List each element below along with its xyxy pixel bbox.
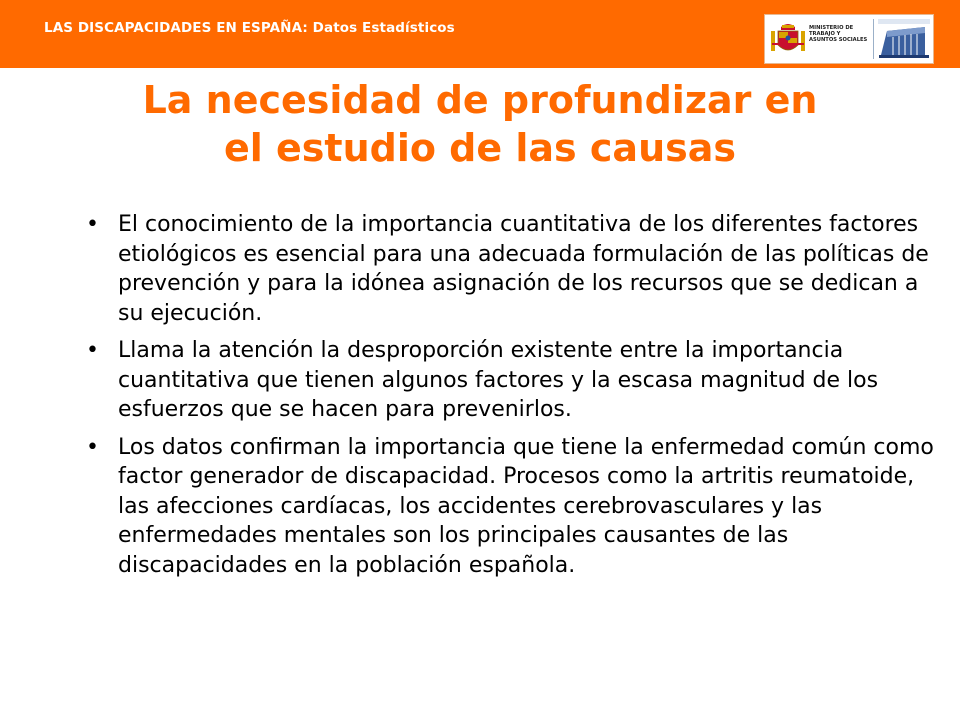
slide-title	[0, 76, 960, 172]
bullet-text: Llama la atención la desproporción existente entre la importancia cuantitativa que tienen algunos factores y la escasa magnitud de los esfuerzos que se hacen para prevenirlos.	[118, 338, 879, 422]
ministry-logo-text: MINISTERIO DE TRABAJO Y ASUNTOS SOCIALES	[809, 25, 868, 43]
slide-title-line-1: La necesidad de profundizar en	[142, 78, 818, 122]
observatorio-building-icon	[877, 17, 931, 61]
header-bar	[0, 0, 960, 68]
bullet-text: Los datos confirman la importancia que tiene la enfermedad común como factor generador de discapacidad. Procesos como la artritis reumatoide, las afecciones cardíacas, los accidentes cerebrovasculares y las enfermedades mentales son los principales causantes de las discapacidades en la población española.	[118, 434, 934, 578]
bullet-marker: •	[86, 338, 99, 363]
spain-coat-of-arms-icon	[769, 21, 807, 57]
bullet-marker: •	[86, 434, 99, 460]
ministry-logo	[764, 14, 934, 64]
bullet-item	[84, 433, 934, 581]
header-title: LAS DISCAPACIDADES EN ESPAÑA: Datos Estadísticos	[44, 20, 455, 36]
bullet-marker: •	[86, 212, 99, 237]
logo-divider	[873, 19, 874, 59]
bullet-item	[84, 210, 934, 328]
slide-title-line-2: el estudio de las causas	[223, 126, 737, 170]
bullet-list	[84, 210, 934, 588]
bullet-item	[84, 336, 934, 425]
bullet-text: El conocimiento de la importancia cuantitativa de los diferentes factores etiológicos es esencial para una adecuada formulación de las políticas de prevención y para la idónea asignación de los recursos que se dedican a su ejecución.	[118, 212, 929, 326]
